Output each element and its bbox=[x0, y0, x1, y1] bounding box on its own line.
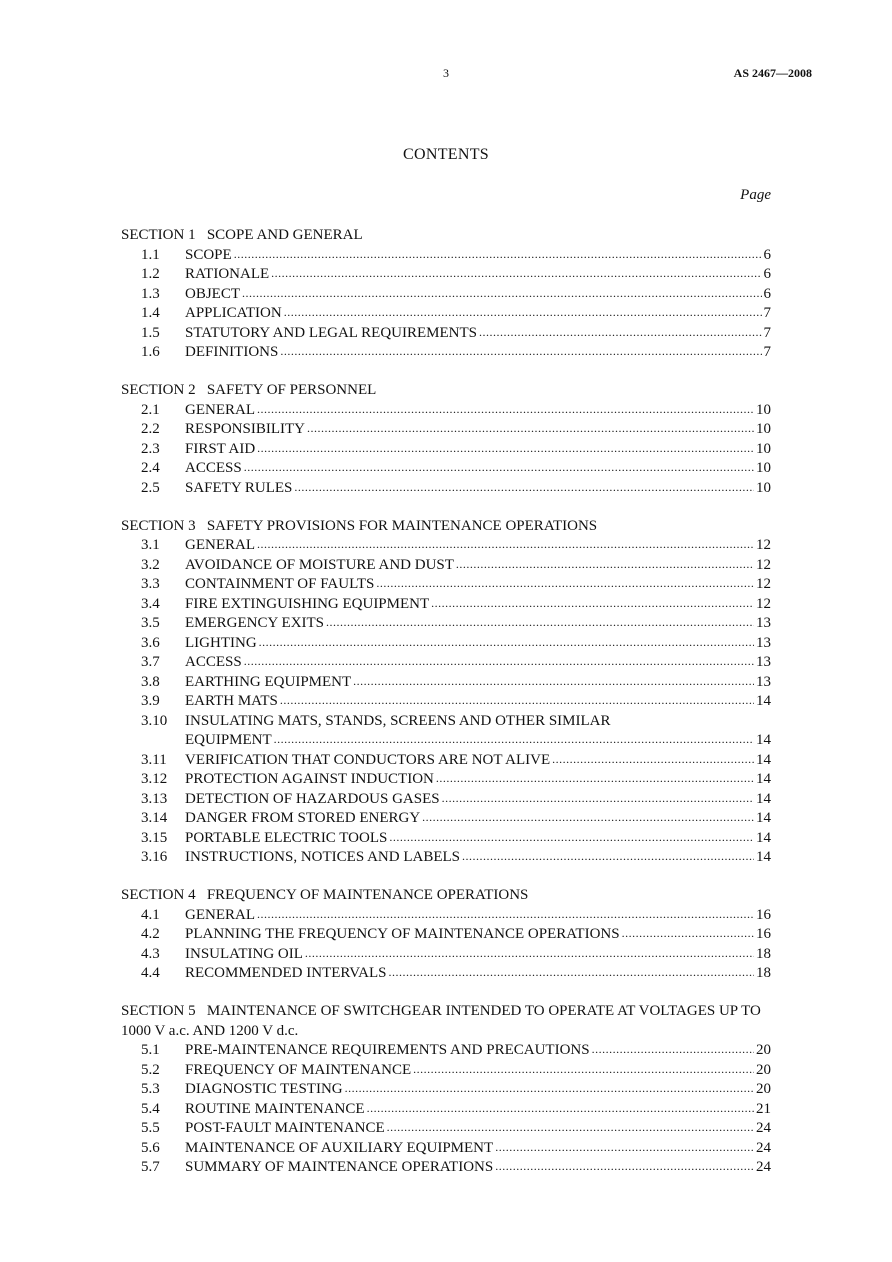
entry-number-text: 3.3 bbox=[141, 576, 160, 592]
entry-page: 10 bbox=[756, 440, 771, 457]
toc-entry[interactable] bbox=[121, 575, 771, 595]
entry-title: MAINTENANCE OF AUXILIARY EQUIPMENT bbox=[185, 1139, 494, 1156]
dot-leader bbox=[376, 574, 754, 594]
entry-page: 12 bbox=[756, 556, 771, 573]
toc-section bbox=[121, 381, 771, 498]
entry-title: INSULATING MATS, STANDS, SCREENS AND OTHER SIMILAR bbox=[185, 712, 611, 729]
entry-title: RECOMMENDED INTERVALS bbox=[185, 965, 387, 981]
toc-entry[interactable] bbox=[121, 712, 771, 732]
entry-number bbox=[121, 653, 185, 673]
entry-title: GENERAL bbox=[185, 537, 255, 553]
entry-page: 14 bbox=[756, 732, 771, 748]
dot-leader bbox=[431, 594, 754, 614]
entry-number-text: 3.4 bbox=[141, 595, 160, 612]
entry-title: SCOPE bbox=[185, 246, 232, 263]
toc-entry[interactable] bbox=[121, 634, 771, 654]
entry-number bbox=[121, 420, 185, 440]
entry-title: PORTABLE ELECTRIC TOOLS bbox=[185, 829, 388, 846]
toc-section bbox=[121, 226, 771, 363]
toc-section bbox=[121, 517, 771, 868]
dot-leader bbox=[413, 1060, 754, 1080]
entry-page: 7 bbox=[763, 344, 771, 360]
entry-page: 14 bbox=[756, 849, 771, 865]
entry-title: APPLICATION bbox=[185, 305, 282, 321]
entry-number-text: 4.3 bbox=[141, 945, 160, 962]
dot-leader bbox=[388, 963, 754, 983]
toc-entry[interactable] bbox=[121, 1080, 771, 1100]
entry-number-text: 2.2 bbox=[141, 421, 160, 437]
dot-leader bbox=[271, 264, 761, 284]
dot-leader bbox=[257, 905, 754, 925]
entry-number bbox=[121, 324, 185, 344]
entry-title: FIRST AID bbox=[185, 440, 256, 457]
entry-number bbox=[121, 285, 185, 305]
entry-page: 12 bbox=[756, 595, 771, 612]
entry-page: 21 bbox=[756, 1100, 771, 1117]
entry-page: 13 bbox=[756, 615, 771, 631]
entry-number bbox=[121, 459, 185, 479]
entry-number-text: 2.4 bbox=[141, 460, 160, 476]
entry-number-text: 5.2 bbox=[141, 1061, 160, 1078]
entry-title: DANGER FROM STORED ENERGY bbox=[185, 810, 421, 826]
toc-entry[interactable] bbox=[121, 653, 771, 673]
dot-leader bbox=[552, 750, 754, 770]
toc-entry[interactable] bbox=[121, 790, 771, 810]
entry-page: 6 bbox=[763, 266, 771, 282]
entry-page: 16 bbox=[756, 926, 771, 942]
entry-page: 24 bbox=[756, 1139, 771, 1156]
entry-number bbox=[121, 1100, 185, 1120]
entry-number-spacer bbox=[121, 731, 185, 751]
toc-entry[interactable] bbox=[121, 770, 771, 790]
entry-number-text: 5.5 bbox=[141, 1120, 160, 1136]
entry-title-continuation: EQUIPMENT bbox=[185, 732, 272, 748]
entry-number-text: 2.1 bbox=[141, 401, 160, 418]
table-of-contents bbox=[121, 226, 771, 1196]
toc-entry[interactable] bbox=[121, 246, 771, 266]
toc-entry[interactable] bbox=[121, 1041, 771, 1061]
toc-entry[interactable] bbox=[121, 925, 771, 945]
dot-leader bbox=[284, 303, 762, 323]
entry-title: GENERAL bbox=[185, 401, 255, 418]
entry-title: RESPONSIBILITY bbox=[185, 421, 306, 437]
entry-title: PLANNING THE FREQUENCY OF MAINTENANCE OPERATIONS bbox=[185, 926, 620, 942]
dot-leader bbox=[257, 400, 754, 420]
entry-page: 12 bbox=[756, 576, 771, 592]
entry-number bbox=[121, 790, 185, 810]
dot-leader bbox=[367, 1099, 754, 1119]
entry-title: OBJECT bbox=[185, 285, 241, 302]
toc-entry[interactable] bbox=[121, 673, 771, 693]
toc-entry[interactable] bbox=[121, 343, 771, 363]
dot-leader bbox=[294, 478, 754, 498]
dot-leader bbox=[326, 613, 754, 633]
entry-page: 14 bbox=[756, 810, 771, 826]
toc-entry[interactable] bbox=[121, 479, 771, 499]
entry-title: VERIFICATION THAT CONDUCTORS ARE NOT ALIVE bbox=[185, 751, 551, 768]
toc-entry[interactable] bbox=[121, 1061, 771, 1081]
entry-page: 6 bbox=[763, 246, 771, 263]
toc-section bbox=[121, 1002, 771, 1178]
entry-number-text: 1.6 bbox=[141, 344, 160, 360]
entry-title: FREQUENCY OF MAINTENANCE bbox=[185, 1061, 412, 1078]
entry-number bbox=[121, 1061, 185, 1081]
entry-number bbox=[121, 556, 185, 576]
toc-section bbox=[121, 886, 771, 984]
toc-entry[interactable] bbox=[121, 595, 771, 615]
entry-number-text: 1.2 bbox=[141, 266, 160, 282]
entry-page: 10 bbox=[756, 421, 771, 437]
entry-number bbox=[121, 265, 185, 285]
entry-page: 18 bbox=[756, 945, 771, 962]
toc-entry[interactable] bbox=[121, 265, 771, 285]
toc-entry[interactable] bbox=[121, 1139, 771, 1159]
entry-page: 13 bbox=[756, 634, 771, 651]
entry-page: 20 bbox=[756, 1061, 771, 1078]
entry-page: 14 bbox=[756, 790, 771, 807]
entry-number-text: 5.7 bbox=[141, 1159, 160, 1175]
entry-number-text: 3.14 bbox=[141, 810, 168, 826]
entry-number bbox=[121, 575, 185, 595]
entry-number-text: 1.3 bbox=[141, 285, 160, 302]
entry-title: GENERAL bbox=[185, 906, 255, 923]
dot-leader bbox=[280, 342, 761, 362]
entry-number bbox=[121, 712, 185, 732]
entry-number-text: 3.6 bbox=[141, 634, 160, 651]
dot-leader bbox=[345, 1079, 754, 1099]
toc-entry[interactable] bbox=[121, 809, 771, 829]
dot-leader bbox=[257, 535, 754, 555]
dot-leader bbox=[436, 769, 754, 789]
entry-page: 16 bbox=[756, 906, 771, 923]
entry-title: LIGHTING bbox=[185, 634, 257, 651]
entry-title: SUMMARY OF MAINTENANCE OPERATIONS bbox=[185, 1159, 494, 1175]
entry-page: 20 bbox=[756, 1081, 771, 1097]
entry-number-text: 2.5 bbox=[141, 479, 160, 496]
toc-entry[interactable] bbox=[121, 304, 771, 324]
entry-page: 7 bbox=[763, 305, 771, 321]
entry-number-text: 3.7 bbox=[141, 654, 160, 670]
entry-number bbox=[121, 925, 185, 945]
entry-number bbox=[121, 906, 185, 926]
entry-title: PRE-MAINTENANCE REQUIREMENTS AND PRECAUTIONS bbox=[185, 1042, 590, 1058]
entry-number-text: 1.1 bbox=[141, 246, 160, 263]
entry-number bbox=[121, 343, 185, 363]
dot-leader bbox=[307, 419, 754, 439]
dot-leader bbox=[495, 1138, 754, 1158]
entry-title: AVOIDANCE OF MOISTURE AND DUST bbox=[185, 556, 454, 573]
dot-leader bbox=[305, 944, 754, 964]
entry-number bbox=[121, 440, 185, 460]
dot-leader bbox=[242, 284, 761, 304]
entry-number-text: 2.3 bbox=[141, 440, 160, 457]
toc-entry[interactable] bbox=[121, 285, 771, 305]
section-heading: SECTION 5 MAINTENANCE OF SWITCHGEAR INTENDED TO OPERATE AT VOLTAGES UP TO 1000 V a.c. AND 1200 V d.c. bbox=[121, 1003, 761, 1039]
toc-entry[interactable] bbox=[121, 536, 771, 556]
toc-entry[interactable] bbox=[121, 324, 771, 344]
entry-number-text: 3.2 bbox=[141, 556, 160, 573]
section-heading: SECTION 4 FREQUENCY OF MAINTENANCE OPERATIONS bbox=[121, 887, 529, 903]
entry-number-text: 3.10 bbox=[141, 712, 168, 729]
entry-title: EARTHING EQUIPMENT bbox=[185, 673, 352, 690]
contents-title: CONTENTS bbox=[403, 146, 489, 163]
dot-leader bbox=[592, 1040, 754, 1060]
entry-number bbox=[121, 1139, 185, 1159]
entry-title: ACCESS bbox=[185, 460, 242, 476]
entry-number bbox=[121, 829, 185, 849]
toc-entry[interactable] bbox=[121, 614, 771, 634]
entry-number bbox=[121, 246, 185, 266]
toc-entry[interactable] bbox=[121, 945, 771, 965]
entry-title: DETECTION OF HAZARDOUS GASES bbox=[185, 790, 440, 807]
entry-number bbox=[121, 401, 185, 421]
toc-entry[interactable] bbox=[121, 459, 771, 479]
entry-number-text: 5.6 bbox=[141, 1139, 160, 1156]
entry-page: 24 bbox=[756, 1120, 771, 1136]
toc-entry[interactable] bbox=[121, 964, 771, 984]
toc-entry[interactable] bbox=[121, 848, 771, 868]
entry-title: PROTECTION AGAINST INDUCTION bbox=[185, 771, 434, 787]
entry-number-text: 3.13 bbox=[141, 790, 168, 807]
entry-number-text: 3.12 bbox=[141, 771, 168, 787]
entry-title: STATUTORY AND LEGAL REQUIREMENTS bbox=[185, 324, 477, 341]
dot-leader bbox=[422, 808, 754, 828]
toc-entry[interactable] bbox=[121, 829, 771, 849]
entry-number bbox=[121, 770, 185, 790]
toc-entry[interactable] bbox=[121, 692, 771, 712]
toc-entry[interactable] bbox=[121, 906, 771, 926]
toc-entry[interactable] bbox=[121, 751, 771, 771]
section-heading: SECTION 3 SAFETY PROVISIONS FOR MAINTENANCE OPERATIONS bbox=[121, 517, 598, 534]
dot-leader bbox=[442, 789, 754, 809]
entry-page: 10 bbox=[756, 401, 771, 418]
entry-page: 10 bbox=[756, 460, 771, 476]
entry-title: RATIONALE bbox=[185, 266, 270, 282]
entry-title: EARTH MATS bbox=[185, 693, 278, 709]
toc-entry[interactable] bbox=[121, 1119, 771, 1139]
entry-number bbox=[121, 1080, 185, 1100]
entry-page: 14 bbox=[756, 751, 771, 768]
entry-title: INSULATING OIL bbox=[185, 945, 303, 962]
entry-page: 13 bbox=[756, 673, 771, 690]
entry-title: ACCESS bbox=[185, 654, 242, 670]
entry-title: CONTAINMENT OF FAULTS bbox=[185, 576, 375, 592]
entry-title: DIAGNOSTIC TESTING bbox=[185, 1081, 343, 1097]
entry-page: 14 bbox=[756, 693, 771, 709]
dot-leader bbox=[244, 652, 754, 672]
dot-leader bbox=[495, 1157, 754, 1177]
section-heading: SECTION 1 SCOPE AND GENERAL bbox=[121, 227, 363, 243]
toc-entry-continuation[interactable] bbox=[121, 731, 771, 751]
entry-number bbox=[121, 304, 185, 324]
dot-leader bbox=[622, 924, 754, 944]
entry-page: 14 bbox=[756, 829, 771, 846]
entry-number-text: 3.5 bbox=[141, 615, 160, 631]
entry-number bbox=[121, 614, 185, 634]
document-code: AS 2467—2008 bbox=[733, 66, 812, 80]
dot-leader bbox=[274, 730, 754, 750]
entry-number-text: 1.4 bbox=[141, 305, 160, 321]
entry-number bbox=[121, 964, 185, 984]
dot-leader bbox=[353, 672, 754, 692]
entry-number-text: 1.5 bbox=[141, 324, 160, 341]
dot-leader bbox=[462, 847, 754, 867]
dot-leader bbox=[387, 1118, 754, 1138]
entry-title: FIRE EXTINGUISHING EQUIPMENT bbox=[185, 595, 430, 612]
entry-number-text: 4.1 bbox=[141, 906, 160, 923]
dot-leader bbox=[257, 439, 754, 459]
entry-title: ROUTINE MAINTENANCE bbox=[185, 1100, 365, 1117]
entry-number bbox=[121, 1158, 185, 1178]
entry-number bbox=[121, 945, 185, 965]
entry-title: EMERGENCY EXITS bbox=[185, 615, 325, 631]
entry-number-text: 3.8 bbox=[141, 673, 160, 690]
entry-page: 20 bbox=[756, 1042, 771, 1058]
entry-number bbox=[121, 1119, 185, 1139]
entry-title: INSTRUCTIONS, NOTICES AND LABELS bbox=[185, 849, 461, 865]
entry-number bbox=[121, 479, 185, 499]
entry-number bbox=[121, 536, 185, 556]
entry-number bbox=[121, 751, 185, 771]
entry-page: 18 bbox=[756, 965, 771, 981]
entry-number bbox=[121, 634, 185, 654]
dot-leader bbox=[456, 555, 754, 575]
entry-page: 24 bbox=[756, 1159, 771, 1175]
entry-number bbox=[121, 692, 185, 712]
entry-number-text: 5.4 bbox=[141, 1100, 160, 1117]
dot-leader bbox=[234, 245, 762, 265]
toc-entry[interactable] bbox=[121, 440, 771, 460]
entry-number bbox=[121, 595, 185, 615]
entry-number-text: 3.1 bbox=[141, 537, 160, 553]
entry-number-text: 5.3 bbox=[141, 1081, 160, 1097]
entry-page: 7 bbox=[763, 324, 771, 341]
toc-entry[interactable] bbox=[121, 1100, 771, 1120]
section-heading: SECTION 2 SAFETY OF PERSONNEL bbox=[121, 382, 377, 398]
entry-title: SAFETY RULES bbox=[185, 479, 293, 496]
entry-number-text: 3.9 bbox=[141, 693, 160, 709]
entry-number-text: 4.4 bbox=[141, 965, 160, 981]
entry-page: 10 bbox=[756, 479, 771, 496]
entry-number-text: 4.2 bbox=[141, 926, 160, 942]
entry-number bbox=[121, 848, 185, 868]
entry-page: 12 bbox=[756, 537, 771, 553]
entry-page: 6 bbox=[763, 285, 771, 302]
entry-number-text: 3.11 bbox=[141, 751, 167, 768]
entry-page: 14 bbox=[756, 771, 771, 787]
entry-page: 13 bbox=[756, 654, 771, 670]
entry-number-text: 3.15 bbox=[141, 829, 168, 846]
dot-leader bbox=[259, 633, 754, 653]
page-column-label: Page bbox=[740, 187, 771, 203]
entry-number bbox=[121, 809, 185, 829]
page-number: 3 bbox=[443, 66, 449, 80]
entry-number-text: 5.1 bbox=[141, 1042, 160, 1058]
entry-title: DEFINITIONS bbox=[185, 344, 279, 360]
toc-entry[interactable] bbox=[121, 556, 771, 576]
dot-leader bbox=[479, 323, 762, 343]
dot-leader bbox=[389, 828, 754, 848]
dot-leader bbox=[244, 458, 754, 478]
entry-number bbox=[121, 673, 185, 693]
toc-entry[interactable] bbox=[121, 420, 771, 440]
dot-leader bbox=[280, 691, 754, 711]
toc-entry[interactable] bbox=[121, 401, 771, 421]
entry-number bbox=[121, 1041, 185, 1061]
entry-title: POST-FAULT MAINTENANCE bbox=[185, 1120, 385, 1136]
entry-number-text: 3.16 bbox=[141, 849, 168, 865]
toc-entry[interactable] bbox=[121, 1158, 771, 1178]
